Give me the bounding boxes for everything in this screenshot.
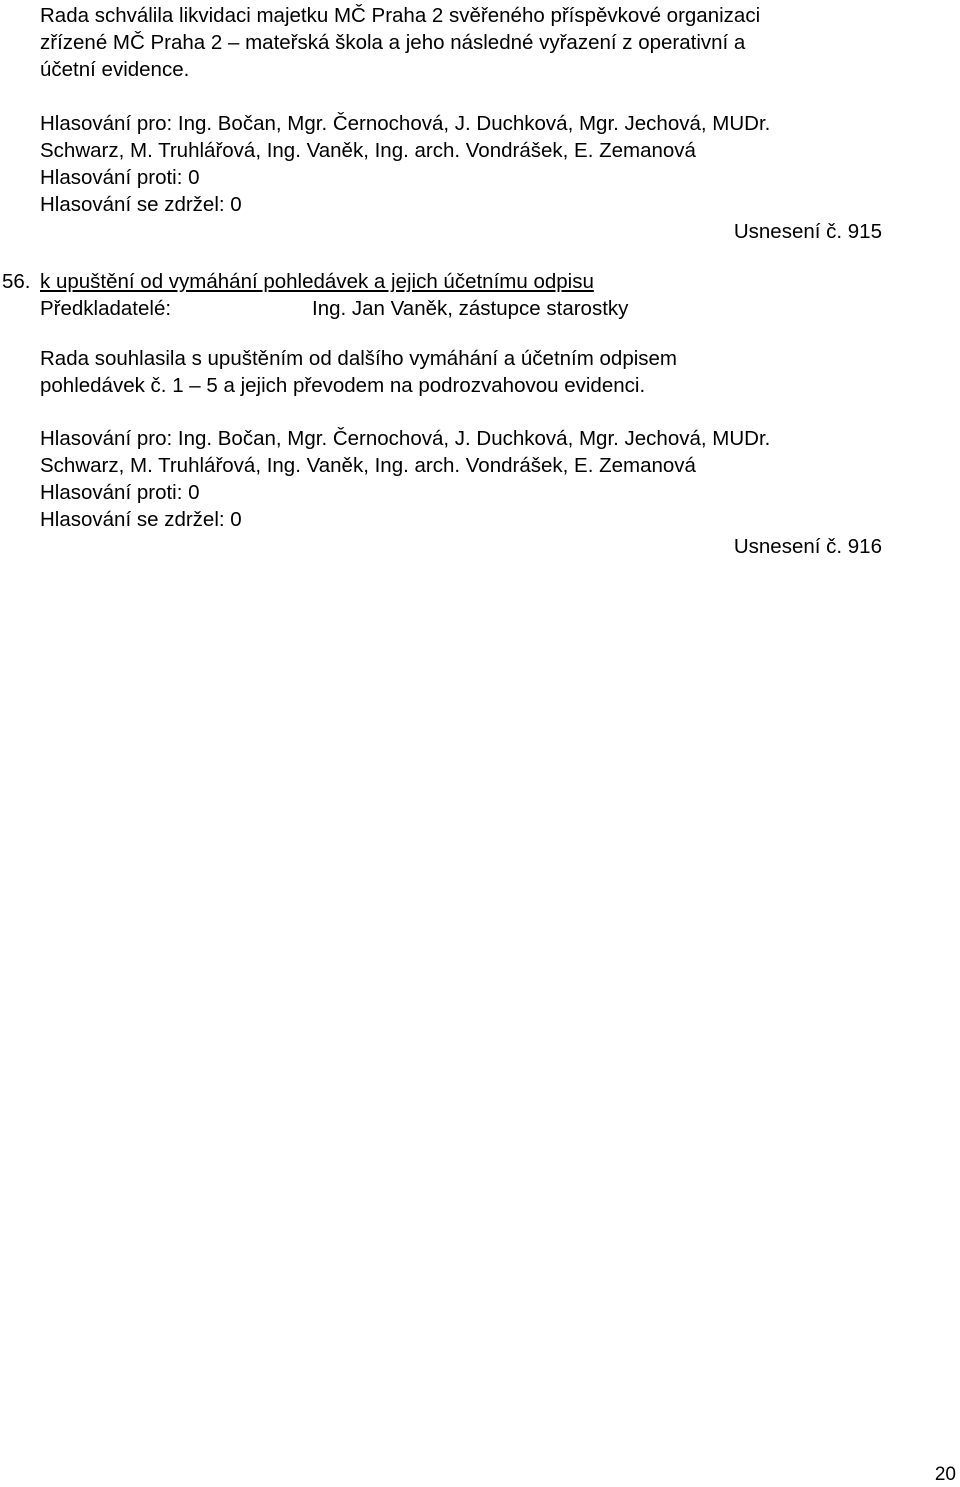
agenda-item-number: 56. — [2, 270, 31, 293]
vote-for-line: Hlasování pro: Ing. Bočan, Mgr. Černochová, J. Duchková, Mgr. Jechová, MUDr. — [40, 112, 771, 135]
resolution-text-line: účetní evidence. — [40, 58, 190, 81]
vote-for-line: Schwarz, M. Truhlářová, Ing. Vaněk, Ing. arch. Vondrášek, E. Zemanová — [40, 454, 696, 477]
vote-against: Hlasování proti: 0 — [40, 166, 200, 189]
agenda-item-title: k upuštění od vymáhání pohledávek a jejich účetnímu odpisu — [40, 270, 594, 293]
vote-abstain: Hlasování se zdržel: 0 — [40, 193, 242, 216]
resolution-number: Usnesení č. 915 — [733, 220, 882, 243]
presenter-name: Ing. Jan Vaněk, zástupce starostky — [312, 297, 629, 320]
vote-for-line: Hlasování pro: Ing. Bočan, Mgr. Černochová, J. Duchková, Mgr. Jechová, MUDr. — [40, 427, 771, 450]
resolution-text-line: zřízené MČ Praha 2 – mateřská škola a jeho následné vyřazení z operativní a — [40, 31, 746, 54]
vote-abstain: Hlasování se zdržel: 0 — [40, 508, 242, 531]
resolution-text-line: pohledávek č. 1 – 5 a jejich převodem na podrozvahovou evidenci. — [40, 374, 646, 397]
resolution-text-line: Rada schválila likvidaci majetku MČ Praha 2 svěřeného příspěvkové organizaci — [40, 4, 761, 27]
resolution-number: Usnesení č. 916 — [733, 535, 882, 558]
presenter-label: Předkladatelé: — [40, 297, 172, 320]
resolution-text-line: Rada souhlasila s upuštěním od dalšího vymáhání a účetním odpisem — [40, 347, 678, 370]
page-number: 20 — [934, 1464, 956, 1485]
vote-against: Hlasování proti: 0 — [40, 481, 200, 504]
vote-for-line: Schwarz, M. Truhlářová, Ing. Vaněk, Ing. arch. Vondrášek, E. Zemanová — [40, 139, 696, 162]
